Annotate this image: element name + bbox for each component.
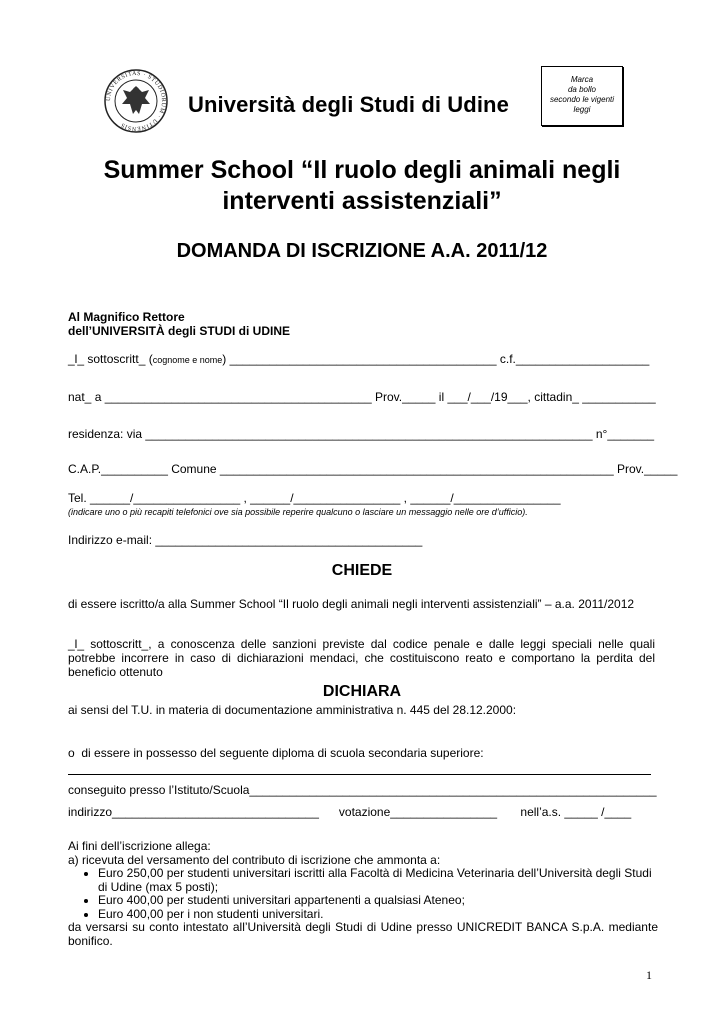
email-field-line[interactable]: Indirizzo e-mail: ________________________________________ [68,533,423,547]
diploma-option[interactable] [68,746,484,760]
addressee-line-2: dell’UNIVERSITÀ degli STUDI di UDINE [68,324,291,338]
stamp-line: secondo le vigenti [549,95,615,104]
addressee [68,310,290,338]
address-vote-field-line[interactable]: indirizzo_______________________________ votazione________________ nell’a.s. _____ /____ [68,805,632,819]
university-name: Università degli Studi di Udine [188,92,509,117]
birth-field-line[interactable]: nat_ a ________________________________________ Prov._____ il ___/___/19___, cittadin_ ___________ [68,390,656,404]
svg-text:UNIVERSITAS · STUDIORUM · UTIN: UNIVERSITAS · STUDIORUM · UTINENSIS [105,70,167,132]
attachments-item-a: a) ricevuta del versamento del contributo di iscrizione che ammonta a: [68,852,441,867]
attachments-section [68,840,658,948]
chiede-text: di essere iscritto/a alla Summer School “Il ruolo degli animali negli interventi assistenziali” – a.a. 2011/2012 [68,597,635,611]
fee-list [68,867,658,921]
page-number: 1 [646,968,652,982]
dichiara-subtext: ai sensi del T.U. in materia di documentazione amministrativa n. 445 del 28.12.2000: [68,703,517,717]
dichiara-heading: DICHIARA [322,683,402,700]
name-field-line[interactable] [68,352,649,366]
phone-field-line[interactable]: Tel. ______/________________ , ______/________________ , ______/________________ [68,491,561,505]
stamp-line: da bollo [567,85,597,94]
name-label: _l_ sottoscritt_ ( [68,352,153,366]
diploma-blank-line[interactable] [68,774,651,775]
revenue-stamp-box [541,66,623,126]
list-item: • Euro 250,00 per studenti universitari iscritti alla Facoltà di Medicina Veterinaria dell’Università degli Studi di Udine (max 5 posti); [98,867,658,894]
school-field-line[interactable]: conseguito presso l’Istituto/Scuola_____________________________________________________________ [68,783,657,797]
list-item: • Euro 400,00 per studenti universitari appartenenti a qualsiasi Ateneo; [98,894,658,908]
name-hint: cognome e nome [152,355,223,365]
application-title: DOMANDA DI ISCRIZIONE A.A. 2011/12 [176,240,548,262]
attachments-intro: Ai fini dell’iscrizione allega: [68,839,211,853]
name-blank: ) ________________________________________ c.f.____________________ [222,352,650,366]
phone-note: (indicare uno o più recapiti telefonici ove sia possibile reperire qualcuno o lasciare un messaggio nelle ore d’ufficio). [68,507,528,517]
cap-field-line[interactable]: C.A.P.__________ Comune ___________________________________________________________ Prov._____ [68,462,678,476]
residence-field-line[interactable]: residenza: via ___________________________________________________________________ n°_______ [68,427,655,441]
university-seal [103,68,169,134]
document-title [60,155,664,217]
payment-note: da versarsi su conto intestato all’Università degli Studi di Udine presso UNICREDIT BANCA S.p.A. mediante bonifico. [68,920,658,948]
title-line-2: interventi assistenziali” [222,187,502,215]
addressee-line-1: Al Magnifico Rettore [68,310,185,324]
diploma-option-label: di essere in possesso del seguente diploma di scuola secondaria superiore: [81,746,484,760]
chiede-heading: CHIEDE [331,562,393,579]
stamp-line: leggi [573,105,591,114]
stamp-line: Marca [570,75,594,84]
list-item: • Euro 400,00 per i non studenti universitari. [98,908,658,922]
title-line-1: Summer School “Il ruolo degli animali negli [103,156,621,184]
checkbox-mark[interactable]: o [68,746,75,760]
declaration-paragraph: _l_ sottoscritt_, a conoscenza delle sanzioni previste dal codice penale e dalle leggi speciali nelle quali potrebbe incorrere in caso di dichiarazioni mendaci, che costituiscono reato e comportano la perdita del beneficio ottenuto [68,637,655,679]
